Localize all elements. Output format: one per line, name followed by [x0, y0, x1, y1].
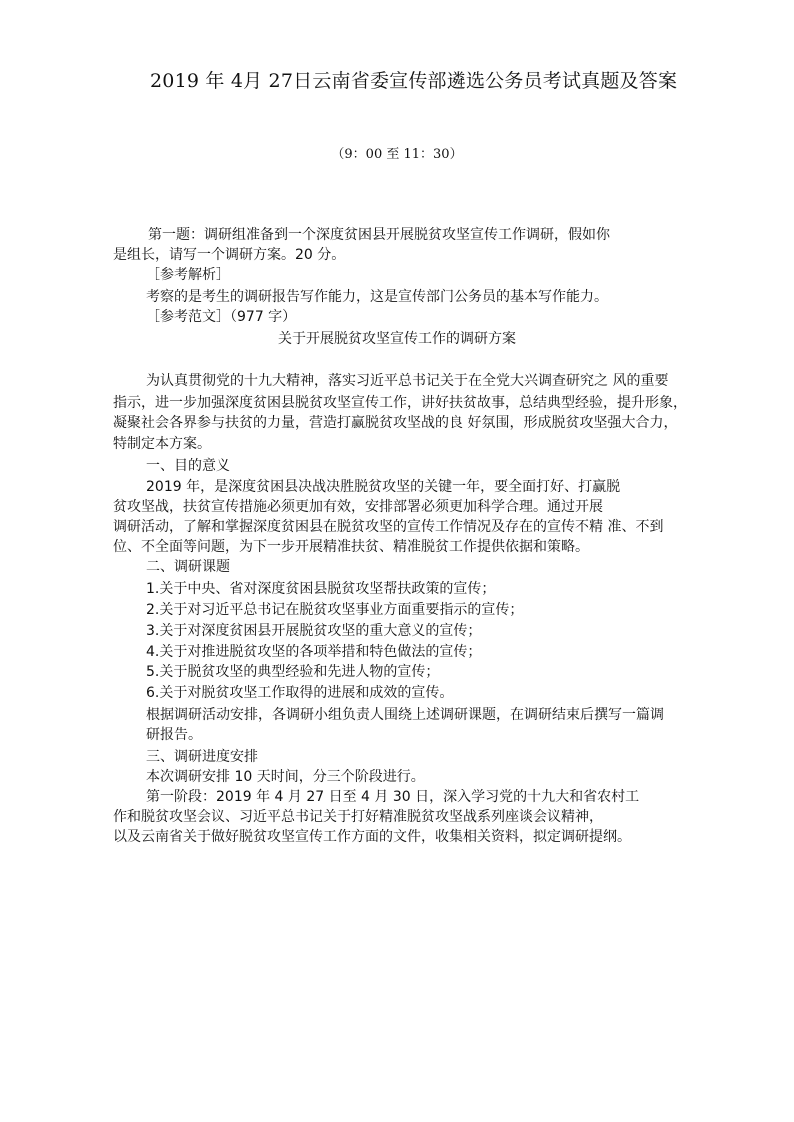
- section-3-heading: 三、调研进度安排: [146, 749, 258, 765]
- intro-line-1: 为认真贯彻党的十九大精神，落实习近平总书记关于在全党大兴调查研究之 风的重要: [146, 373, 669, 389]
- section-1-line-4: 位、不全面等问题，为下一步开展精准扶贫、精准脱贫工作提供依据和策略。: [113, 539, 589, 555]
- intro-line-3: 凝聚社会各界参与扶贫的力量，营造打赢脱贫攻坚战的良 好氛围，形成脱贫攻坚强大合力，: [113, 415, 678, 431]
- topic-item-5: 5.关于脱贫攻坚的典型经验和先进人物的宣传；: [146, 664, 440, 680]
- section-2-note-line-1: 根据调研活动安排，各调研小组负责人围绕上述调研课题，在调研结束后撰写一篇调: [146, 707, 664, 723]
- intro-line-2: 指示，进一步加强深度贫困县脱贫攻坚宣传工作，讲好扶贫故事，总结典型经验，提升形象，: [113, 395, 687, 411]
- section-1-line-2: 贫攻坚战，扶贫宣传措施必须更加有效，安排部署必须更加科学合理。通过开展: [113, 499, 603, 515]
- stage-1-line-1: 第一阶段：2019 年 4 月 27 日至 4 月 30 日，深入学习党的十九大和省农村工: [146, 789, 640, 805]
- stage-1-line-2: 作和脱贫攻坚会议、习近平总书记关于打好精准脱贫攻坚战系列座谈会议精神，: [113, 809, 603, 825]
- topic-item-2: 2.关于对习近平总书记在脱贫攻坚事业方面重要指示的宣传；: [146, 602, 524, 618]
- sample-label: ［参考范文］（977 字）: [146, 309, 297, 325]
- topic-item-4: 4.关于对推进脱贫攻坚的各项举措和特色做法的宣传；: [146, 644, 482, 660]
- stage-1-line-3: 以及云南省关于做好脱贫攻坚宣传工作方面的文件，收集相关资料，拟定调研提纲。: [113, 829, 631, 845]
- question-line-2: 是组长，请写一个调研方案。20 分。: [113, 247, 346, 263]
- topic-item-1: 1.关于中央、省对深度贫困县脱贫攻坚帮扶政策的宣传；: [146, 581, 496, 597]
- section-2-heading: 二、调研课题: [146, 559, 230, 575]
- section-1-line-3: 调研活动，了解和掌握深度贫困县在脱贫攻坚的宣传工作情况及存在的宣传不精 准、不到: [113, 519, 664, 535]
- essay-title: 关于开展脱贫攻坚宣传工作的调研方案: [278, 331, 516, 347]
- topic-item-6: 6.关于对脱贫攻坚工作取得的进展和成效的宣传。: [146, 685, 454, 701]
- exam-time: （9：00 至 11：30）: [331, 147, 463, 162]
- topic-item-3: 3.关于对深度贫困县开展脱贫攻坚的重大意义的宣传；: [146, 623, 482, 639]
- document-title: 2019 年 4月 27日云南省委宣传部遴选公务员考试真题及答案: [150, 70, 678, 92]
- section-3-line: 本次调研安排 10 天时间，分三个阶段进行。: [146, 769, 425, 785]
- analysis-text: 考察的是考生的调研报告写作能力，这是宣传部门公务员的基本写作能力。: [146, 289, 608, 305]
- section-2-note-line-2: 研报告。: [146, 727, 202, 743]
- intro-line-4: 特制定本方案。: [113, 436, 211, 452]
- analysis-label: ［参考解析］: [146, 267, 230, 283]
- section-1-line-1: 2019 年，是深度贫困县决战决胜脱贫攻坚的关键一年，要全面打好、打赢脱: [146, 479, 621, 495]
- section-1-heading: 一、目的意义: [146, 458, 230, 474]
- question-line-1: 第一题：调研组准备到一个深度贫困县开展脱贫攻坚宣传工作调研，假如你: [148, 227, 610, 243]
